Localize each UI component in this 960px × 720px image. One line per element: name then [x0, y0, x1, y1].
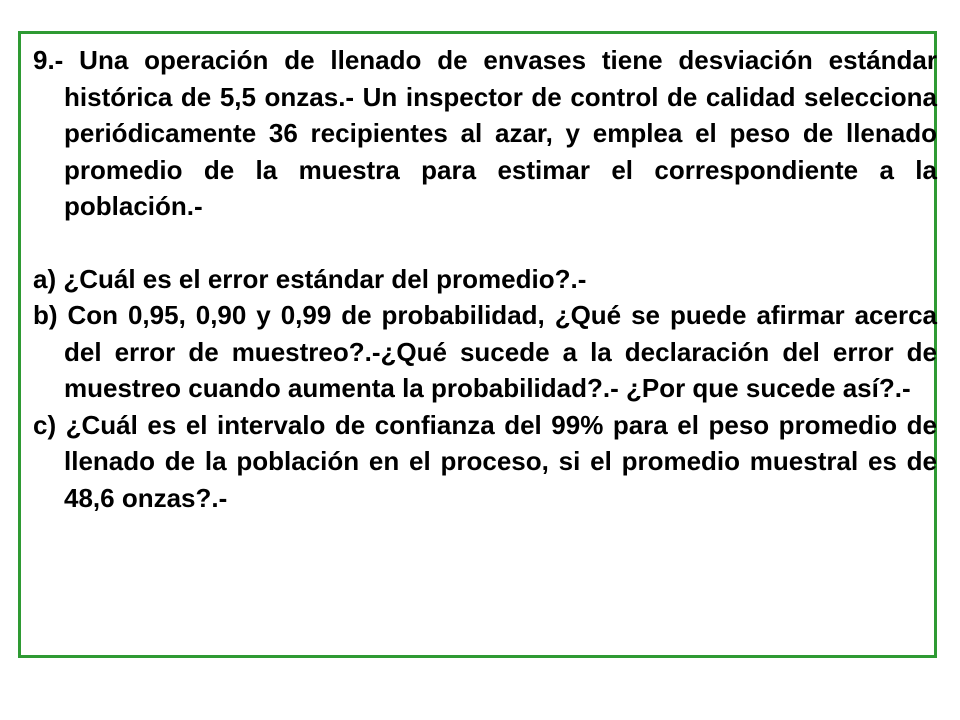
question-b: b) Con 0,95, 0,90 y 0,99 de probabilidad, ¿Qué se puede afirmar acerca del error de muestreo?.-¿Qué sucede a la declaración del error de muestreo cuando aumenta la probabilidad?.- ¿Por que sucede así?.-	[33, 300, 937, 403]
question-c: c) ¿Cuál es el intervalo de confianza del 99% para el peso promedio de llenado de la población en el proceso, si el promedio muestral es de 48,6 onzas?.-	[33, 409, 937, 513]
paragraph-spacer	[33, 225, 937, 261]
slide-content	[33, 42, 937, 516]
question-a: a) ¿Cuál es el error estándar del promedio?.-	[33, 263, 587, 294]
problem-statement: 9.- Una operación de llenado de envases tiene desviación estándar histórica de 5,5 onzas.- Un inspector de control de calidad selecciona periódicamente 36 recipientes al azar, y emplea el peso de llenado promedio de la muestra para estimar el correspondiente a la población.-	[33, 45, 937, 221]
